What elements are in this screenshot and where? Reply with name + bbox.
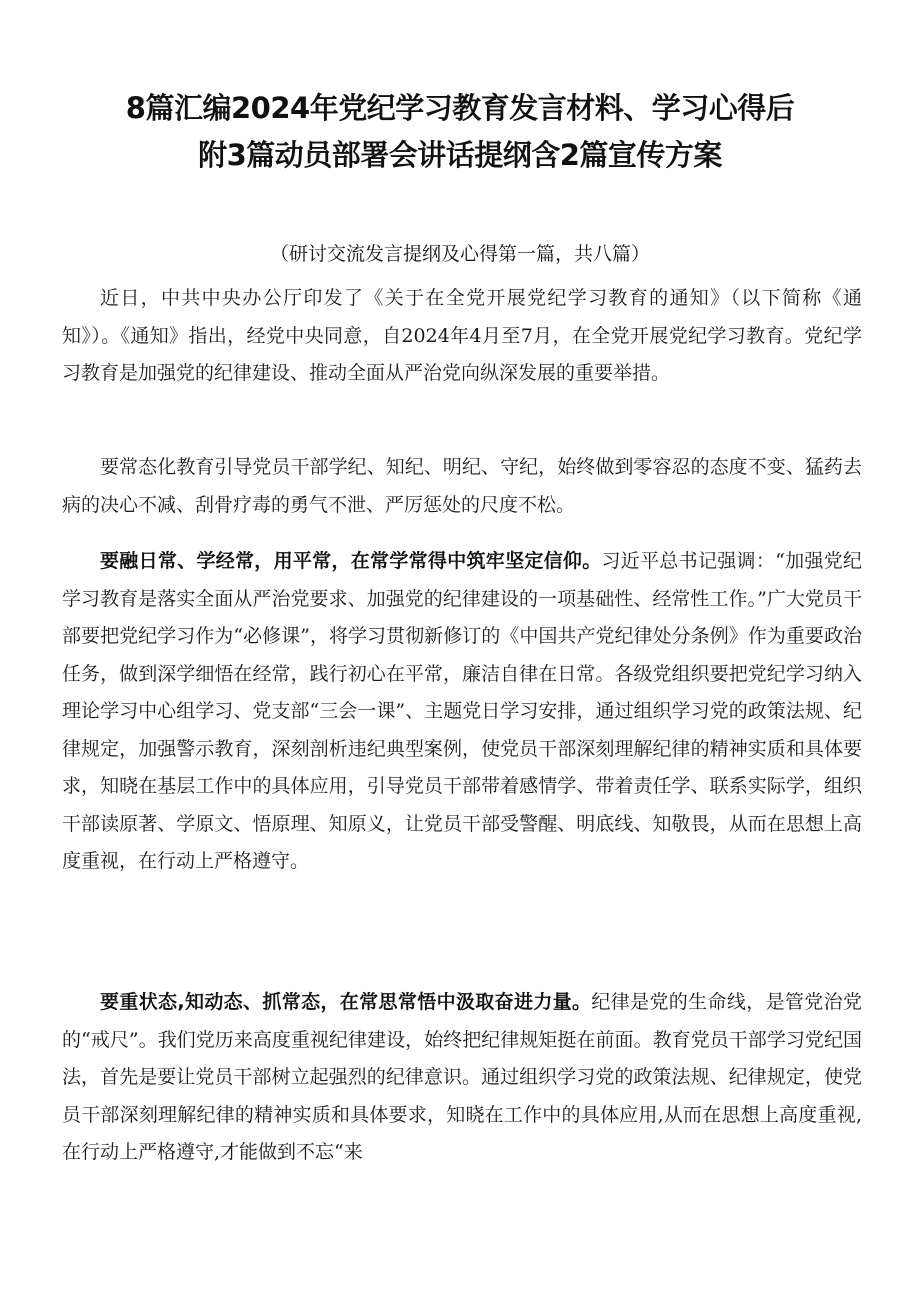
paragraph-2-text: 要常态化教育引导党员干部学纪、知纪、明纪、守纪，始终做到零容忍的态度不变、猛药去病的决心不减、刮骨疗毒的勇气不泄、严厉惩处的尺度不松。	[62, 456, 862, 516]
document-title-line-2: 附3篇动员部署会讲话提纲含2篇宣传方案	[198, 138, 722, 172]
paragraph-3-text: 习近平总书记强调：“加强党纪学习教育是落实全面从严治党要求、加强党的纪律建设的一项基础性、经常性工作。”广大党员干部要把党纪学习作为“必修课”，将学习贯彻新修订的《中国共产党纪律处分条例》作为重要政治任务，做到深学细悟在经常，践行初心在平常，廉洁自律在日常。各级党组织要把党纪学习纳入理论学习中心组学习、党支部“三会一课”、主题党日学习安排，通过组织学习党的政策法规、纪律规定，加强警示教育，深刻剖析违纪典型案例，使党员干部深刻理解纪律的精神实质和具体要求，知晓在基层工作中的具体应用，引导党员干部带着感情学、带着责任学、联系实际学，组织干部读原著、学原文、悟原理、知原义，让党员干部受警醒、明底线、知敬畏，从而在思想上高度重视，在行动上严格遵守。	[62, 550, 862, 872]
paragraph-4	[62, 984, 862, 1172]
paragraph-1-text: 近日，中共中央办公厅印发了《关于在全党开展党纪学习教育的通知》（以下简称《通知》）。《通知》指出，经党中央同意，自2024年4月至7月，在全党开展党纪学习教育。党纪学习教育是加强党的纪律建设、推动全面从严治党向纵深发展的重要举措。	[62, 287, 862, 384]
document-subtitle: （研讨交流发言提纲及心得第一篇，共八篇）	[269, 243, 650, 265]
paragraph-1	[62, 280, 862, 393]
paragraph-4-heading: 要重状态,知动态、抓常态，在常思常悟中汲取奋进力量。	[100, 991, 592, 1013]
paragraph-3-heading: 要融日常、学经常，用平常，在常学常得中筑牢坚定信仰。	[100, 550, 602, 572]
paragraph-3	[62, 543, 862, 881]
paragraph-2	[62, 449, 862, 524]
document-title-line-1: 8篇汇编2024年党纪学习教育发言材料、学习心得后	[125, 91, 795, 125]
paragraph-4-text: 纪律是党的生命线，是管党治党的“戒尺”。我们党历来高度重视纪律建设，始终把纪律规矩挺在前面。教育党员干部学习党纪国法，首先是要让党员干部树立起强烈的纪律意识。通过组织学习党的政策法规、纪律规定，使党员干部深刻理解纪律的精神实质和具体要求，知晓在工作中的具体应用,从而在思想上高度重视,在行动上严格遵守,才能做到不忘“来	[62, 991, 862, 1163]
